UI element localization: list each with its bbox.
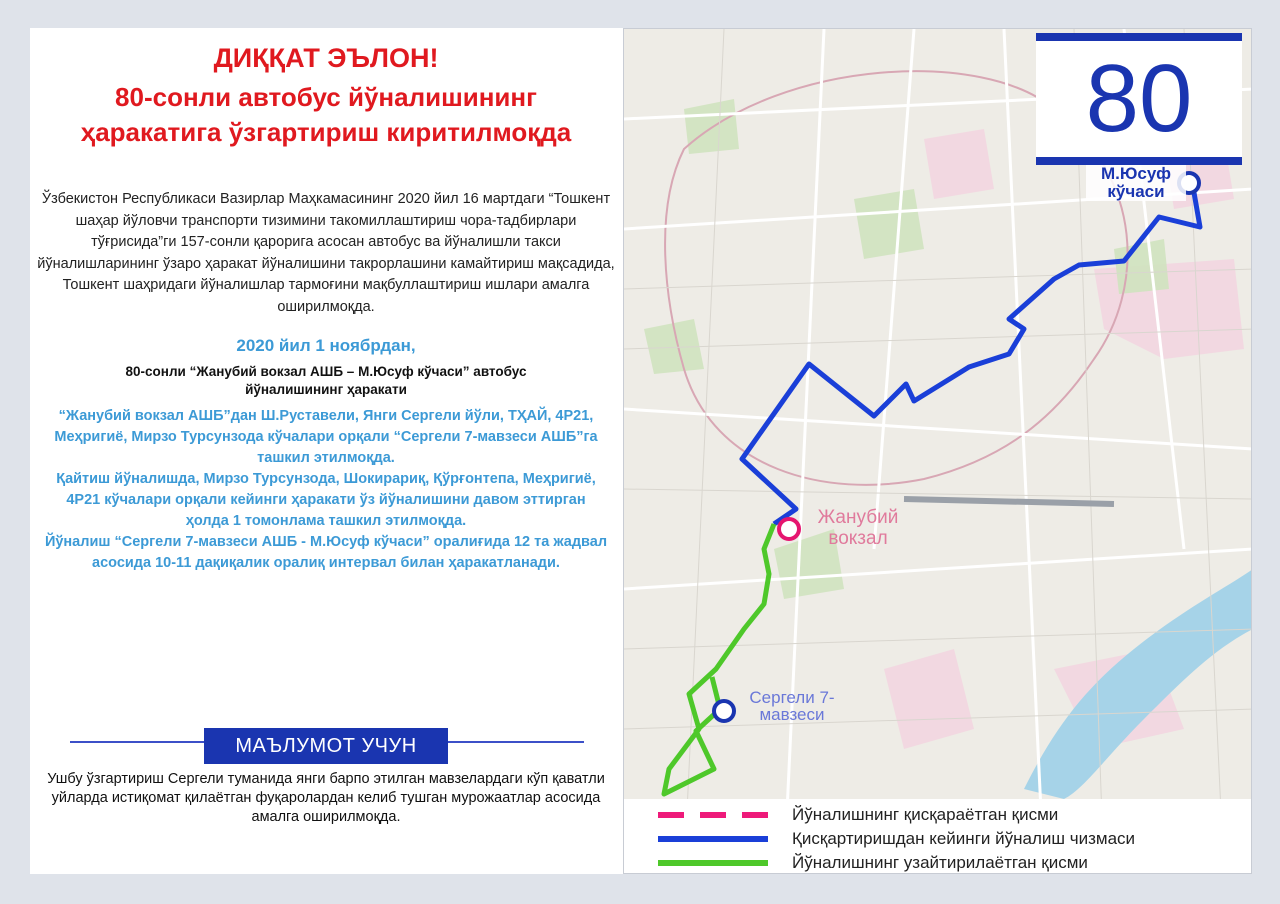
route-desc-interval: Йўналиш “Сергели 7-мавзеси АШБ - М.Юсуф кўчаси” оралиғида 12 та жадвал асосида 10-11 дақиқалик оралиқ интервал билан ҳаракатланади. [44, 534, 608, 571]
river [1024, 569, 1252, 799]
stop-yusuf-label: М.Юсуф кўчаси [1086, 165, 1186, 201]
announcement-title: ДИҚҚАТ ЭЪЛОН! [213, 43, 439, 73]
legend-row-shortened [624, 803, 1251, 827]
legend-row-new-route [624, 827, 1251, 851]
announcement-subtitle: 80-сонли автобус йўналишининг ҳаракатига ўзгартириш киритилмоқда [80, 82, 572, 147]
legend-dashed-swatch [658, 812, 768, 818]
effective-date: 2020 йил 1 ноябрдан, [236, 336, 416, 355]
legend-row-extended [624, 851, 1251, 874]
route-green [664, 524, 774, 794]
stop-vokzal-marker [779, 519, 799, 539]
legend-label: Қисқартиришдан кейинги йўналиш чизмаси [792, 829, 1136, 848]
route-desc-forward: “Жанубий вокзал АШБ”дан Ш.Руставели, Янги Сергели йўли, ТҲАЙ, 4Р21, Меҳригиё, Мирзо Турсунзода кўчалари орқали “Сергели 7-мавзеси АШБ”га ташкил этилмоқда. [54, 408, 598, 466]
stop-sergeli-label: Сергели 7-мавзеси [749, 688, 835, 724]
route-desc-return: Қайтиш йўналишда, Мирзо Турсунзода, Шокирариқ, Қўрғонтепа, Меҳригиё, 4Р21 кўчалари орқали кейинги ҳаракати ўз йўналишини давом эттирган ҳолда 1 томонлама ташкил этилмоқда. [56, 471, 596, 529]
legend-label: Йўналишнинг узайтирилаётган қисми [792, 853, 1088, 872]
stop-sergeli-marker [714, 701, 734, 721]
stop-vokzal-label: Жанубий вокзал [817, 507, 899, 549]
route-map [623, 28, 1252, 874]
legend-label: Йўналишнинг қисқараётган қисми [792, 805, 1059, 824]
announcement-panel [30, 28, 622, 874]
announcement-intro: Ўзбекистон Республикаси Вазирлар Маҳкамасининг 2020 йил 16 мартдаги “Тошкент шаҳар йўловчи транспорти тизимини такомиллаштириш чора-тадбирлари тўғрисида”ги 157-сонли қарорига асосан автобус ва йўналишли такси йўналишларининг ўзаро ҳаракат йўналишини такрорлашини камайтириш мақсадида, Тошкент шаҳридаги йўналишлар тармоғини мақбуллаштириш ишлари амалга оширилмоқда. [37, 191, 615, 315]
railway-yard [904, 499, 1114, 504]
route-description [44, 406, 608, 574]
info-text: Ушбу ўзгартириш Сергели туманида янги барпо этилган мавзелардаги кўп қаватли уйларда истиқомат қилаётган фуқаролардан келиб тушган мурожаатлар асосида амалга оширилмоқда. [47, 771, 605, 825]
legend-green-swatch [658, 860, 768, 866]
route-number: 80 [1036, 33, 1242, 165]
route-blue [742, 181, 1200, 524]
route-title: 80-сонли “Жанубий вокзал АШБ – М.Юсуф кўчаси” автобус йўналишининг ҳаракати [125, 364, 527, 397]
info-label: МАЪЛУМОТ УЧУН [204, 725, 448, 767]
legend-blue-swatch [658, 836, 768, 842]
map-legend [624, 799, 1251, 873]
